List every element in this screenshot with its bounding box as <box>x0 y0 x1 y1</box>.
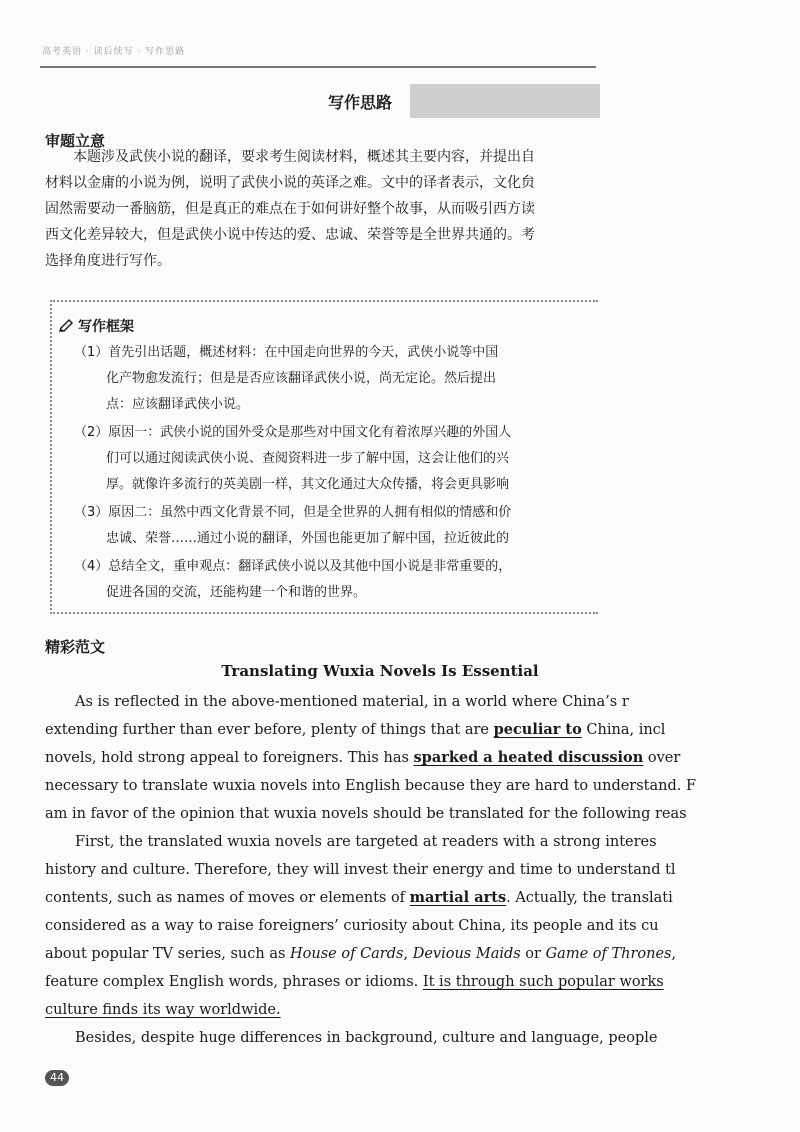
essay-line: considered as a way to raise foreigners’ curiosity about China, its people and its cu <box>45 918 659 934</box>
framework-heading-label: 写作框架 <box>78 319 134 335</box>
analysis-line: 固然需要动一番脑筋，但是真正的难点在于如何讲好整个故事，从而吸引西方读 <box>45 201 535 217</box>
header-rule <box>40 66 596 68</box>
essay-line: First, the translated wuxia novels are targeted at readers with a strong interes <box>75 834 657 850</box>
essay-line: feature complex English words, phrases or idioms. It is through such popular works <box>45 974 664 990</box>
framework-item <box>74 554 596 606</box>
analysis-line: 选择角度进行写作。 <box>45 253 171 269</box>
analysis-line: 本题涉及武侠小说的翻译，要求考生阅读材料，概述其主要内容，并提出自 <box>73 149 535 165</box>
framework-item-main: （4）总结全文，重申观点：翻译武侠小说以及其他中国小说是非常重要的， <box>74 559 512 574</box>
analysis-paragraph <box>45 144 597 274</box>
framework-item-sub: 促进各国的交流，还能构建一个和谐的世界。 <box>106 585 367 600</box>
framework-item-sub: 忠诚、荣誉……通过小说的翻译，外国也能更加了解中国，拉近彼此的 <box>106 531 510 546</box>
underlined-sentence: It is through such popular works <box>422 974 664 990</box>
framework-item-sub: 厚。就像许多流行的英美剧一样，其文化通过大众传播，将会更具影响 <box>106 477 510 492</box>
section-heading-sample: 精彩范文 <box>45 638 106 656</box>
underlined-sentence: culture finds its way worldwide. <box>45 1002 281 1018</box>
framework-item-sub: 点：应该翻译武侠小说。 <box>106 397 250 412</box>
framework-item <box>74 420 596 498</box>
essay-title: Translating Wuxia Novels Is Essential <box>221 662 539 680</box>
pencil-icon <box>58 319 74 333</box>
section-heading-analysis: 审题立意 <box>45 132 106 150</box>
essay-line <box>45 996 597 1024</box>
essay-line: Besides, despite huge differences in background, culture and language, people <box>75 1030 658 1046</box>
highlighted-phrase: peculiar to <box>493 721 582 738</box>
essay-line: extending further than ever before, plenty of things that are peculiar to China, incl <box>45 721 666 738</box>
essay-line: As is reflected in the above-mentioned material, in a world where China’s r <box>75 694 629 710</box>
framework-heading <box>58 316 134 336</box>
framework-item-sub: 化产物愈发流行；但是是否应该翻译武侠小说，尚无定论。然后提出 <box>106 371 497 386</box>
essay-paragraph-1 <box>45 688 697 828</box>
essay-line: necessary to translate wuxia novels into English because they are hard to understand. F <box>45 778 697 794</box>
essay-line: history and culture. Therefore, they will invest their energy and time to understand tl <box>45 862 676 878</box>
highlighted-phrase: sparked a heated discussion <box>413 749 644 766</box>
framework-item-main: （2）原因一：武侠小说的国外受众是那些对中国文化有着浓厚兴趣的外国人 <box>74 425 512 440</box>
running-header: 高考英语 · 读后续写 · 写作思路 <box>42 47 186 57</box>
framework-item-sub: 们可以通过阅读武侠小说、查阅资料进一步了解中国，这会让他们的兴 <box>106 451 510 466</box>
essay-line: am in favor of the opinion that wuxia novels should be translated for the following reas <box>45 806 687 822</box>
framework-item <box>74 340 596 418</box>
page-title: 写作思路 <box>327 93 392 112</box>
analysis-line: 材料以金庸的小说为例，说明了武侠小说的英译之难。文中的译者表示，文化贠 <box>45 175 535 191</box>
essay-line: contents, such as names of moves or elements of martial arts. Actually, the translati <box>45 889 673 906</box>
framework-item <box>74 500 596 552</box>
framework-item-main: （1）首先引出话题，概述材料：在中国走向世界的今天，武侠小说等中国 <box>74 345 499 360</box>
essay-line: novels, hold strong appeal to foreigners. This has sparked a heated discussion over <box>45 749 681 766</box>
essay-paragraph-3 <box>45 1024 658 1052</box>
essay-line: about popular TV series, such as House of Cards, Devious Maids or Game of Thrones, <box>45 946 677 962</box>
page-number: 44 <box>45 1070 69 1086</box>
essay-paragraph-2 <box>45 828 677 1024</box>
highlighted-phrase: martial arts <box>409 889 507 906</box>
analysis-line: 西文化差异较大，但是武侠小说中传达的爱、忠诚、荣誉等是全世界共通的。考 <box>45 227 535 243</box>
framework-item-main: （3）原因二：虽然中西文化背景不同，但是全世界的人拥有相似的情感和价 <box>74 505 512 520</box>
